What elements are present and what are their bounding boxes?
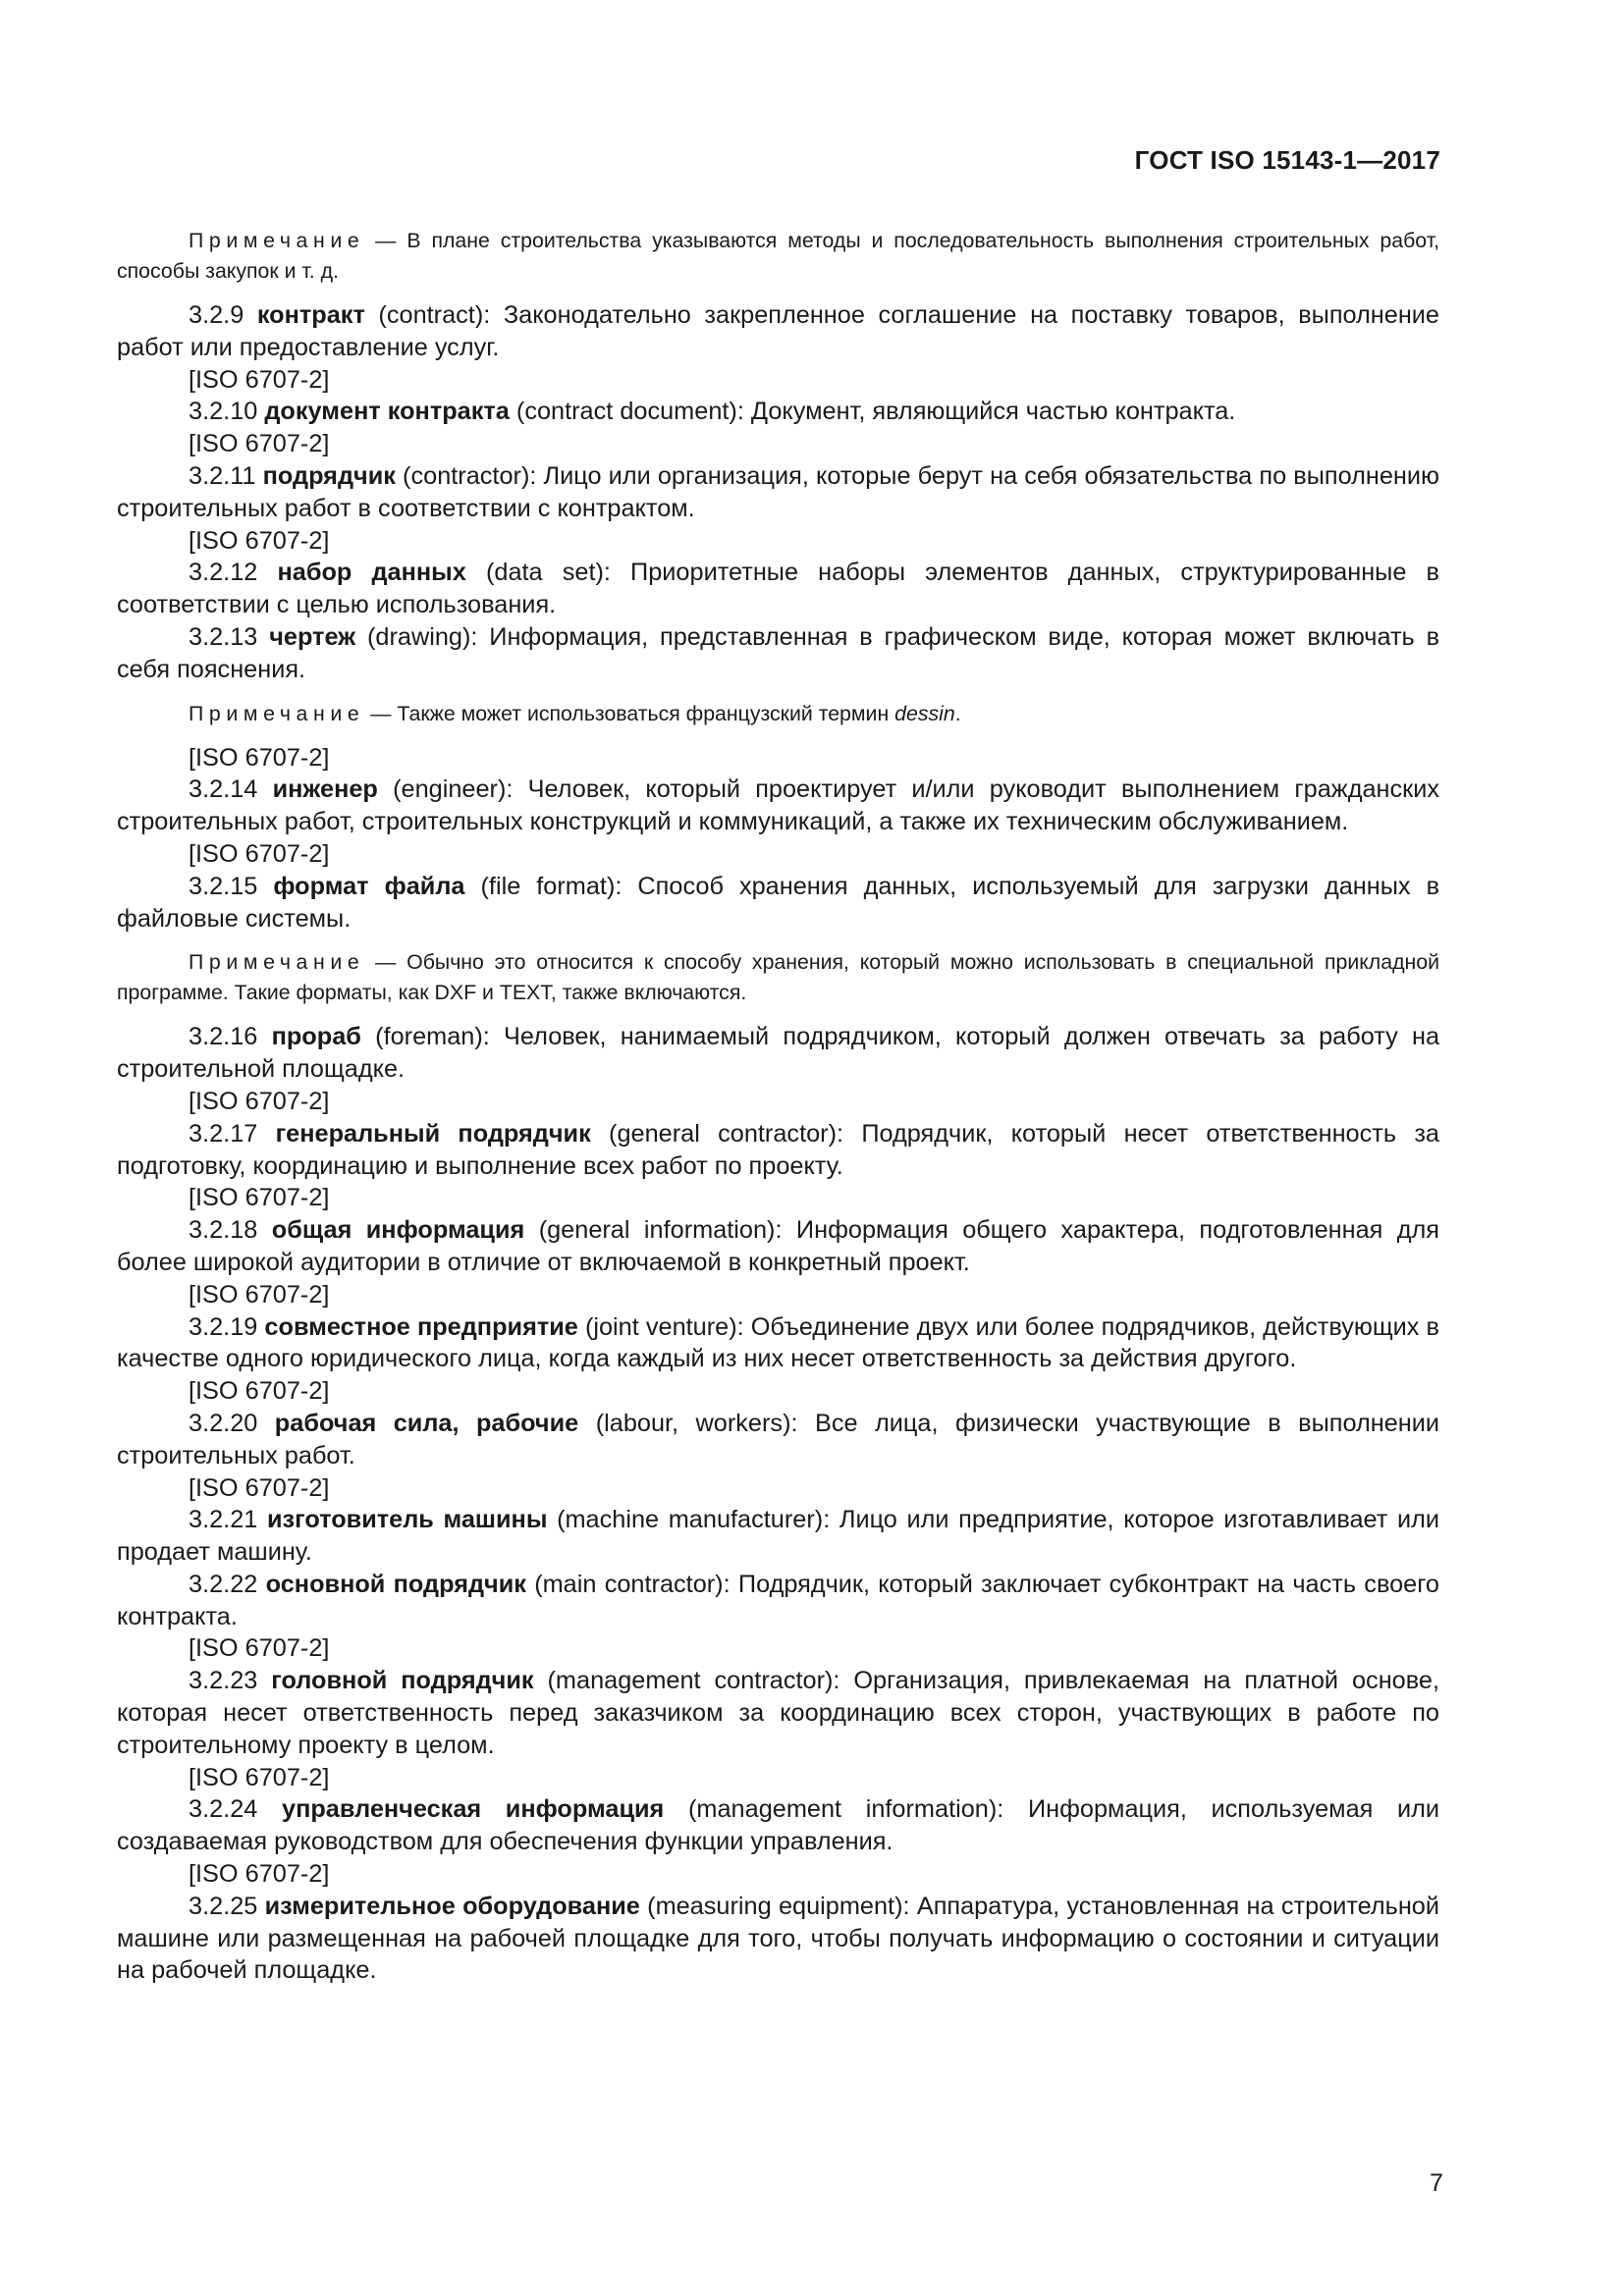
reference-source: [ISO 6707-2] — [189, 839, 330, 868]
term-number: 3.2.23 — [189, 1667, 258, 1695]
term-entry-3-2-16 — [117, 1021, 1439, 1086]
term-entry-3-2-21 — [117, 1504, 1439, 1569]
term-definition: (main contractor): Подрядчик, который заключает субконтракт на часть своего контракта. — [117, 1570, 1439, 1630]
term-number: 3.2.14 — [189, 775, 258, 804]
term-entry-3-2-17 — [117, 1118, 1439, 1183]
term-definition: (contractor): Лицо или организация, которые берут на себя обязательства по выполнению строительных работ в соответствии с контрактом. — [117, 461, 1439, 522]
term-name: изготовитель машины — [266, 1506, 548, 1534]
term-entry-3-2-22 — [117, 1569, 1439, 1633]
term-entry-3-2-25 — [117, 1891, 1439, 1987]
reference-source: [ISO 6707-2] — [189, 1634, 330, 1663]
note-label: Примечание — [189, 701, 365, 725]
term-number: 3.2.22 — [189, 1570, 258, 1598]
term-definition: (management information): Информация, используемая или создаваемая руководством для обеспечения функции управления. — [117, 1795, 1440, 1856]
term-definition: (foreman): Человек, нанимаемый подрядчиком, который должен отвечать за работу на строительной площадке. — [117, 1023, 1440, 1084]
term-number: 3.2.10 — [189, 398, 258, 426]
reference-source: [ISO 6707-2] — [189, 526, 330, 555]
document-body — [117, 226, 1439, 1987]
term-name: основной подрядчик — [265, 1570, 526, 1598]
term-entry-3-2-18 — [117, 1214, 1439, 1279]
reference-source: [ISO 6707-2] — [189, 1087, 330, 1115]
reference-source: [ISO 6707-2] — [189, 1184, 330, 1212]
term-number: 3.2.21 — [189, 1506, 258, 1534]
term-number: 3.2.13 — [189, 622, 258, 651]
reference-source: [ISO 6707-2] — [189, 1763, 330, 1791]
term-definition: (management contractor): Организация, привлекаемая на платной основе, которая несет ответственность перед заказчиком за координацию всех сторон, участвующих в работе по строительному проекту в целом. — [117, 1667, 1439, 1759]
term-entry-3-2-15 — [117, 871, 1439, 935]
term-name: управленческая информация — [282, 1795, 665, 1824]
term-entry-3-2-11 — [117, 460, 1439, 525]
term-definition: (machine manufacturer): Лицо или предприятие, которое изготавливает или продает машину. — [117, 1506, 1440, 1567]
note-label: Примечание — [189, 229, 365, 252]
term-name: прораб — [271, 1023, 361, 1051]
reference-source: [ISO 6707-2] — [189, 1860, 330, 1889]
term-number: 3.2.24 — [189, 1795, 258, 1824]
note-term-italic: dessin — [894, 701, 955, 725]
term-name: формат файла — [273, 872, 465, 900]
reference-source: [ISO 6707-2] — [189, 743, 330, 772]
term-name: головной подрядчик — [271, 1667, 534, 1695]
reference-source: [ISO 6707-2] — [189, 365, 330, 394]
term-definition: (contract document): Документ, являющийся частью контракта. — [515, 398, 1236, 426]
term-entry-3-2-13 — [117, 621, 1439, 686]
term-definition: (general contractor): Подрядчик, который несет ответственность за подготовку, координацию и выполнение всех работ по проекту. — [117, 1119, 1439, 1180]
term-number: 3.2.20 — [189, 1409, 258, 1437]
term-name: документ контракта — [264, 398, 510, 426]
term-definition: (data set): Приоритетные наборы элементов данных, структурированные в соответствии с целью использования. — [117, 559, 1439, 619]
term-definition: (general information): Информация общего характера, подготовленная для более широкой аудитории в отличие от включаемой в конкретный проект. — [117, 1216, 1439, 1276]
term-entry-3-2-23 — [117, 1665, 1439, 1761]
term-definition: (file format): Способ хранения данных, используемый для загрузки данных в файловые системы. — [117, 872, 1440, 933]
note-paragraph — [117, 947, 1439, 1008]
term-definition: (measuring equipment): Аппаратура, установленная на строительной машине или размещенная на рабочей площадке для того, чтобы получать информацию о состоянии и ситуации на рабочей площадке. — [117, 1892, 1439, 1985]
note-text-end: . — [954, 701, 961, 725]
term-number: 3.2.16 — [189, 1023, 258, 1051]
term-number: 3.2.12 — [189, 559, 258, 587]
term-definition: (engineer): Человек, который проектирует и/или руководит выполнением гражданских строительных работ, строительных конструкций и коммуникаций, а также их техническим обслуживанием. — [117, 775, 1439, 836]
term-name: совместное предприятие — [264, 1312, 578, 1341]
note-paragraph — [117, 226, 1439, 287]
term-name: измерительное оборудование — [264, 1892, 640, 1920]
term-number: 3.2.18 — [189, 1216, 258, 1245]
term-definition: (contract): Законодательно закрепленное соглашение на поставку товаров, выполнение работ или предоставление услуг. — [117, 301, 1440, 361]
term-entry-3-2-20 — [117, 1408, 1439, 1472]
term-entry-3-2-9 — [117, 299, 1439, 364]
term-definition: (drawing): Информация, представленная в графическом виде, которая может включать в себя пояснения. — [117, 622, 1440, 683]
term-number: 3.2.9 — [189, 301, 244, 329]
term-name: набор данных — [277, 559, 466, 587]
term-name: рабочая сила, рабочие — [274, 1409, 579, 1437]
reference-source: [ISO 6707-2] — [189, 430, 330, 458]
note-text: — В плане строительства указываются методы и последовательность выполнения строительных работ, способы закупок и т. д. — [117, 229, 1439, 283]
term-name: чертеж — [269, 622, 356, 651]
term-number: 3.2.19 — [189, 1312, 258, 1341]
term-number: 3.2.25 — [189, 1892, 258, 1920]
reference-source: [ISO 6707-2] — [189, 1280, 330, 1308]
reference-source: [ISO 6707-2] — [189, 1473, 330, 1502]
term-entry-3-2-10 — [117, 396, 1439, 428]
note-text: — Обычно это относится к способу хранения, который можно использовать в специальной прикладной программе. Такие форматы, как DXF и TEXT, также включаются. — [117, 950, 1439, 1005]
term-name: общая информация — [271, 1216, 525, 1245]
term-definition: (joint venture): Объединение двух или более подрядчиков, действующих в качестве одного юридического лица, когда каждый из них несет ответственность за действия другого. — [117, 1312, 1439, 1373]
term-name: инженер — [272, 775, 378, 804]
term-name: подрядчик — [262, 461, 396, 490]
page-number: 7 — [1430, 2169, 1443, 2197]
term-entry-3-2-19 — [117, 1311, 1439, 1376]
term-entry-3-2-14 — [117, 774, 1439, 838]
page-header-standard-code: ГОСТ ISO 15143-1—2017 — [1134, 145, 1440, 175]
term-number: 3.2.11 — [189, 461, 256, 490]
term-entry-3-2-12 — [117, 557, 1439, 621]
term-entry-3-2-24 — [117, 1793, 1439, 1858]
term-number: 3.2.17 — [189, 1119, 258, 1148]
note-paragraph — [117, 699, 1439, 729]
reference-source: [ISO 6707-2] — [189, 1377, 330, 1406]
note-text: — Также может использоваться французский термин — [370, 701, 895, 725]
term-number: 3.2.15 — [189, 872, 258, 900]
term-definition: (labour, workers): Все лица, физически участвующие в выполнении строительных работ. — [117, 1409, 1440, 1469]
term-name: генеральный подрядчик — [275, 1119, 591, 1148]
note-label: Примечание — [189, 950, 365, 975]
term-name: контракт — [256, 301, 365, 329]
